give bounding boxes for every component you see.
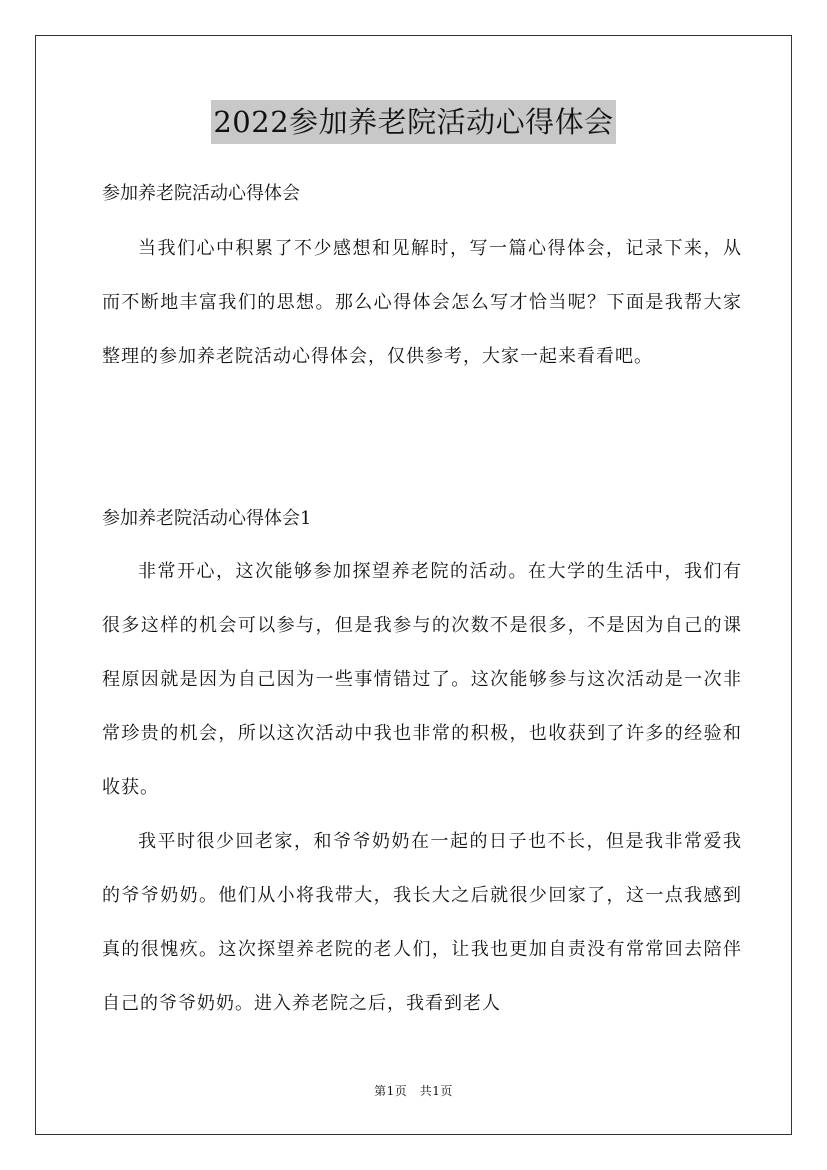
section-1-paragraph-1: 非常开心，这次能够参加探望养老院的活动。在大学的生活中，我们有很多这样的机会可以参与，但是我参与的次数不是很多，不是因为自己的课程原因就是因为自己因为一些事情错过了。这次能够参与这次活动是一次非常珍贵的机会，所以这次活动中我也非常的积极，也收获到了许多的经验和收获。 <box>102 561 742 798</box>
intro-paragraph: 当我们心中积累了不少感想和见解时，写一篇心得体会，记录下来，从而不断地丰富我们的思想。那么心得体会怎么写才恰当呢？下面是我帮大家整理的参加养老院活动心得体会，仅供参考，大家一起来看看吧。 <box>102 238 742 367</box>
intro-heading: 参加养老院活动心得体会 <box>102 183 300 204</box>
page-footer: 第1页 共1页 <box>374 1084 453 1098</box>
document-title: 2022参加养老院活动心得体会 <box>211 100 615 144</box>
section-heading-1: 参加养老院活动心得体会1 <box>102 508 312 529</box>
section-1-paragraph-2: 我平时很少回老家，和爷爷奶奶在一起的日子也不长，但是我非常爱我的爷爷奶奶。他们从小将我带大，我长大之后就很少回家了，这一点我感到真的很愧疚。这次探望养老院的老人们，让我也更加自责没有常常回去陪伴自己的爷爷奶奶。进入养老院之后，我看到老人 <box>102 831 742 1014</box>
title-container <box>0 100 827 144</box>
